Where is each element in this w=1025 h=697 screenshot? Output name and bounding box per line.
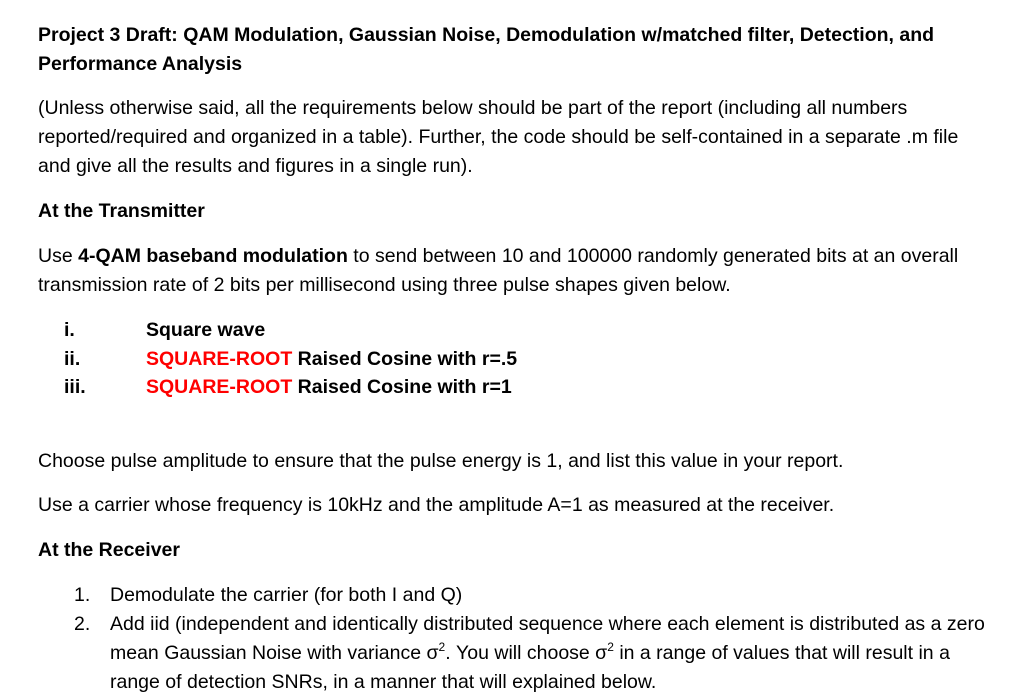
amplitude-paragraph: Choose pulse amplitude to ensure that the pulse energy is 1, and list this value in your report. (38, 450, 844, 472)
pulse-item-label: Raised Cosine with r=.5 (292, 348, 518, 370)
document-title: Project 3 Draft: QAM Modulation, Gaussian Noise, Demodulation w/matched filter, Detection, and Performance Analysis (38, 24, 935, 75)
pulse-item (38, 345, 638, 374)
receiver-step-number: 1. (74, 584, 91, 606)
superscript: 2 (438, 640, 446, 654)
pulse-item-label: Raised Cosine with r=1 (292, 376, 512, 398)
receiver-step-text-c: in a range of values that will result in a range of detection SNRs, in a manner that will explained below. (110, 642, 950, 693)
transmitter-para-pre: Use (38, 245, 79, 267)
transmitter-heading: At the Transmitter (38, 200, 205, 222)
transmitter-para-bold: 4-QAM baseband modulation (78, 245, 348, 267)
superscript: 2 (607, 640, 614, 654)
pulse-item (38, 316, 638, 345)
carrier-paragraph: Use a carrier whose frequency is 10kHz and the amplitude A=1 as measured at the receiver. (38, 494, 835, 516)
pulse-item-highlight: SQUARE-ROOT (146, 376, 293, 398)
transmitter-paragraph (38, 242, 983, 300)
pulse-item-text (146, 345, 517, 374)
pulse-item-text (146, 373, 512, 402)
receiver-heading: At the Receiver (38, 539, 180, 561)
receiver-step-text: Demodulate the carrier (for both I and Q) (110, 584, 463, 606)
receiver-step-text (110, 610, 990, 697)
receiver-step-text-a: Add iid (independent and identically distributed sequence where each element is distributed as a zero mean Gaussian Noise with variance σ (110, 613, 985, 664)
pulse-item-highlight: SQUARE-ROOT (146, 348, 293, 370)
receiver-step-text-b: . You will choose σ (445, 642, 608, 664)
pulse-item-number: ii. (64, 348, 81, 370)
pulse-item-label: Square wave (146, 319, 266, 341)
pulse-item-number: i. (64, 319, 75, 341)
intro-paragraph: (Unless otherwise said, all the requirements below should be part of the report (including all numbers reported/required and organized in a table). Further, the code should be self-contained in a separate .m file and give all the results and figures in a single run). (38, 97, 959, 177)
receiver-step-number: 2. (74, 613, 91, 635)
pulse-item-number: iii. (64, 376, 86, 398)
pulse-item-text (146, 316, 265, 345)
transmitter-para-post: to send between 10 and 100000 randomly generated bits at an overall transmission rate of 2 bits per millisecond using three pulse shapes given below. (38, 245, 959, 296)
pulse-item (38, 373, 638, 402)
